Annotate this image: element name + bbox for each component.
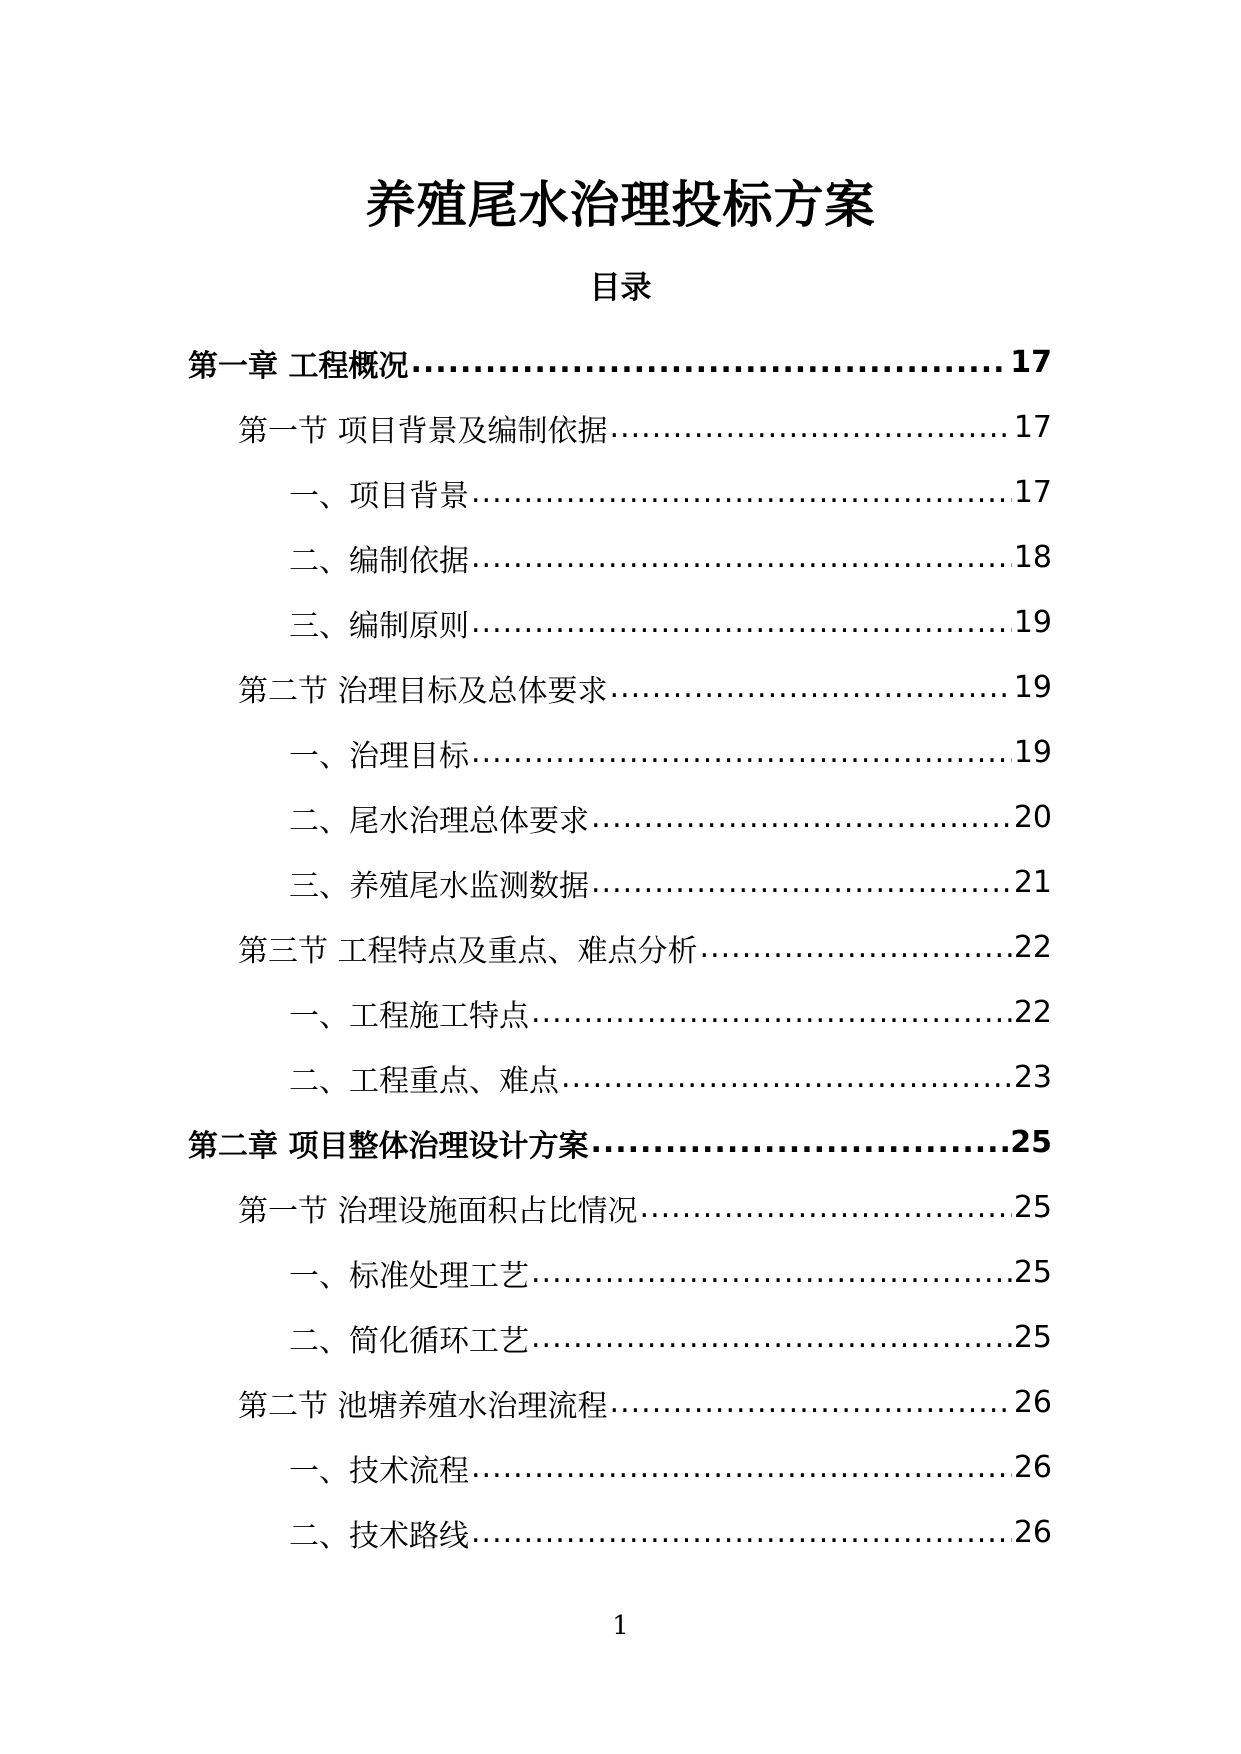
toc-entry[interactable] xyxy=(0,915,1241,980)
toc-entry-page: 25 xyxy=(1010,1125,1052,1160)
toc-entry[interactable] xyxy=(0,1240,1241,1305)
toc-entry-label: 一、治理目标 xyxy=(289,738,469,774)
toc-entry-page: 19 xyxy=(1013,735,1052,770)
toc-entry[interactable] xyxy=(0,525,1241,590)
toc-entry-page: 17 xyxy=(1013,410,1052,445)
toc-entry-label: 第二章 项目整体治理设计方案 xyxy=(188,1128,589,1164)
toc-entry-label: 第三节 工程特点及重点、难点分析 xyxy=(238,933,698,969)
toc-entry[interactable] xyxy=(0,330,1241,395)
toc-dot-leader xyxy=(561,1060,1012,1095)
toc-dot-leader xyxy=(471,735,1012,770)
toc-entry-page: 17 xyxy=(1013,475,1052,510)
toc-entry-page: 19 xyxy=(1013,605,1052,640)
toc-entry-label: 二、尾水治理总体要求 xyxy=(289,803,589,839)
toc-entry-label: 二、简化循环工艺 xyxy=(289,1323,529,1359)
toc-entry-page: 20 xyxy=(1013,800,1052,835)
toc-entry-page: 26 xyxy=(1013,1450,1052,1485)
toc-dot-leader xyxy=(700,930,1012,965)
toc-entry-label: 二、编制依据 xyxy=(289,543,469,579)
toc-dot-leader xyxy=(531,995,1012,1030)
toc-entry-label: 第一章 工程概况 xyxy=(188,348,409,384)
toc-heading: 目录 xyxy=(589,270,652,306)
toc-entry[interactable] xyxy=(0,590,1241,655)
toc-entry-page: 23 xyxy=(1013,1060,1052,1095)
toc-entry[interactable] xyxy=(0,720,1241,785)
toc-entry[interactable] xyxy=(0,980,1241,1045)
toc-dot-leader xyxy=(471,605,1012,640)
toc-entry-label: 一、技术流程 xyxy=(289,1453,469,1489)
toc-dot-leader xyxy=(610,410,1012,445)
toc-dot-leader xyxy=(410,345,1008,380)
toc-entry-label: 第一节 治理设施面积占比情况 xyxy=(238,1193,638,1229)
page-number: 1 xyxy=(612,1611,629,1641)
toc-entry-page: 25 xyxy=(1013,1190,1052,1225)
toc-entry-page: 17 xyxy=(1010,345,1052,380)
toc-entry-page: 26 xyxy=(1013,1385,1052,1420)
toc-entry-label: 三、养殖尾水监测数据 xyxy=(289,868,589,904)
toc-entry-label: 一、标准处理工艺 xyxy=(289,1258,529,1294)
document-title: 养殖尾水治理投标方案 xyxy=(365,176,876,234)
toc-dot-leader xyxy=(471,1515,1012,1550)
toc-dot-leader xyxy=(640,1190,1012,1225)
toc-dot-leader xyxy=(590,1125,1008,1160)
toc-dot-leader xyxy=(591,865,1012,900)
toc-entry[interactable] xyxy=(0,1305,1241,1370)
toc-entry-page: 21 xyxy=(1013,865,1052,900)
toc-dot-leader xyxy=(471,1450,1012,1485)
toc-entry[interactable] xyxy=(0,655,1241,720)
toc-dot-leader xyxy=(610,1385,1012,1420)
toc-entry[interactable] xyxy=(0,1435,1241,1500)
toc-dot-leader xyxy=(471,475,1012,510)
toc-entry[interactable] xyxy=(0,850,1241,915)
toc-entry-page: 25 xyxy=(1013,1320,1052,1355)
toc-entry-label: 第二节 池塘养殖水治理流程 xyxy=(238,1388,608,1424)
toc-entry[interactable] xyxy=(0,1045,1241,1110)
toc-entry-label: 第二节 治理目标及总体要求 xyxy=(238,673,608,709)
toc-entry[interactable] xyxy=(0,1500,1241,1565)
toc-entry-page: 26 xyxy=(1013,1515,1052,1550)
toc-entry-label: 二、工程重点、难点 xyxy=(289,1063,559,1099)
toc-entry[interactable] xyxy=(0,1175,1241,1240)
toc-entry[interactable] xyxy=(0,460,1241,525)
toc-entry-page: 19 xyxy=(1013,670,1052,705)
toc-entry-label: 三、编制原则 xyxy=(289,608,469,644)
toc-dot-leader xyxy=(471,540,1012,575)
toc-entry-label: 第一节 项目背景及编制依据 xyxy=(238,413,608,449)
toc-entry-page: 25 xyxy=(1013,1255,1052,1290)
toc-entry-label: 一、项目背景 xyxy=(289,478,469,514)
toc-dot-leader xyxy=(531,1320,1012,1355)
toc-dot-leader xyxy=(531,1255,1012,1290)
toc-entry-label: 一、工程施工特点 xyxy=(289,998,529,1034)
toc-entry-page: 22 xyxy=(1013,930,1052,965)
toc-entry-page: 22 xyxy=(1013,995,1052,1030)
toc-entry[interactable] xyxy=(0,785,1241,850)
toc-entry[interactable] xyxy=(0,1110,1241,1175)
toc-entry[interactable] xyxy=(0,1370,1241,1435)
table-of-contents xyxy=(0,330,1241,1565)
toc-dot-leader xyxy=(591,800,1012,835)
toc-entry[interactable] xyxy=(0,395,1241,460)
toc-entry-label: 二、技术路线 xyxy=(289,1518,469,1554)
toc-entry-page: 18 xyxy=(1013,540,1052,575)
toc-dot-leader xyxy=(610,670,1012,705)
